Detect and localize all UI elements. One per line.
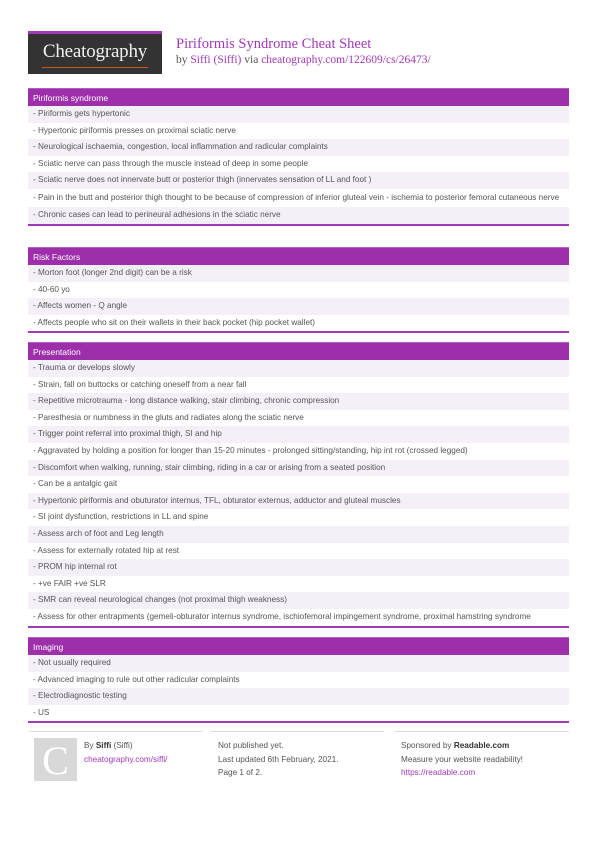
list-item: - Advanced imaging to rule out other radicular complaints [33, 674, 240, 684]
section-risk-factors [28, 247, 569, 333]
section-header: Piriformis syndrome [28, 88, 569, 106]
footer-author [84, 739, 167, 766]
sponsor-tagline: Measure your website readability! [401, 754, 523, 764]
list-item: - Neurological ischaemia, congestion, local inflammation and radicular complaints [28, 139, 569, 156]
list-item: - Hypertonic piriformis presses on proximal sciatic nerve [33, 125, 236, 135]
sponsor-name[interactable]: Readable.com [453, 741, 510, 750]
section-presentation [28, 342, 569, 628]
sponsor-prefix: Sponsored by [401, 741, 454, 750]
list-item: - Paresthesia or numbness in the gluts and radiates along the sciatic nerve [33, 412, 304, 422]
author-avatar[interactable]: C [34, 738, 77, 781]
list-item: - Aggravated by holding a position for longer than 15-20 minutes - prolonged sitting/standing, hip int rot (crossed legged) [33, 445, 468, 455]
list-item: - Repetitive microtrauma - long distance walking, stair climbing, chronic compression [28, 393, 569, 410]
list-item: - SI joint dysfunction, restrictions in LL and spine [33, 512, 209, 522]
list-item: - Chronic cases can lead to perineural adhesions in the sciatic nerve [28, 207, 569, 224]
list-item: - Can be a antalgic gait [33, 479, 118, 489]
list-item: - 40-60 yo [33, 284, 70, 294]
footer-sponsor [401, 739, 523, 780]
logo-underline [42, 67, 148, 68]
author-link[interactable]: Siffi (Siffi) [190, 54, 242, 66]
footer-author-line [84, 739, 167, 753]
published-status: Not published yet. [218, 741, 284, 750]
page-title[interactable]: Piriformis Syndrome Cheat Sheet [176, 36, 372, 52]
list-item: - SMR can reveal neurological changes (not proximal thigh weakness) [28, 592, 569, 609]
cheatography-logo[interactable] [28, 31, 162, 74]
list-item: - Trauma or develops slowly [28, 360, 569, 377]
logo-text: Cheatography [42, 41, 148, 62]
footer-divider [395, 731, 569, 732]
list-item: - +ve FAIR +ve SLR [33, 578, 106, 588]
section-header: Risk Factors [28, 247, 569, 265]
list-item: - Strain, fall on buttocks or catching oneself from a near fall [33, 379, 247, 389]
list-item: - Assess for other entrapments (gemeli-obturator internus syndrome, ischiofemoral impingement syndrome, proximal hamstring syndrome [33, 611, 531, 621]
list-item: - US [33, 707, 50, 717]
section-header: Imaging [28, 637, 569, 655]
list-item: - Assess arch of foot and Leg length [28, 526, 569, 543]
via-text: via [241, 54, 262, 66]
footer-status [218, 739, 338, 780]
footer-by-prefix: By [84, 741, 96, 750]
list-item: - Morton foot (longer 2nd digit) can be a risk [28, 265, 569, 282]
footer-author-name[interactable]: Siffi [95, 741, 112, 750]
sponsor-url[interactable]: https://readable.com [401, 768, 476, 777]
footer-divider [210, 731, 384, 732]
list-item: - Sciatic nerve can pass through the muscle instead of deep in some people [33, 158, 308, 168]
sheet-url-link[interactable]: cheatography.com/122609/cs/26473/ [261, 54, 431, 66]
list-item: - Piriformis gets hypertonic [28, 106, 569, 123]
list-item: - Sciatic nerve does not innervate butt or posterior thigh (innervates sensation of LL and foot ) [28, 172, 569, 189]
page-count: Page 1 of 2. [218, 768, 263, 777]
list-item: - Discomfort when walking, running, stair climbing, riding in a car or arising from a seated position [28, 460, 569, 477]
list-item: - Affects women - Q angle [28, 298, 569, 315]
by-prefix: by [176, 54, 191, 66]
list-item: - PROM hip internal rot [28, 559, 569, 576]
sponsor-line [401, 739, 523, 753]
list-item: - Trigger point referral into proximal thigh, SI and hip [28, 426, 569, 443]
section-piriformis-syndrome [28, 88, 569, 226]
list-item: - Assess for externally rotated hip at rest [33, 545, 180, 555]
footer-divider [28, 731, 202, 732]
list-item: - Affects people who sit on their wallets in their back pocket (hip pocket wallet) [33, 317, 316, 327]
last-updated: Last updated 6th February, 2021. [218, 754, 339, 764]
list-item: - Hypertonic piriformis and obuturator internus, TFL, obturator externus, adductor and gluteal muscles [28, 493, 569, 510]
title-block [176, 36, 431, 68]
list-item: - Electrodiagnostic testing [28, 688, 569, 705]
section-header: Presentation [28, 342, 569, 360]
footer-author-url[interactable]: cheatography.com/siffi/ [84, 754, 168, 764]
footer-author-paren: (Siffi) [111, 741, 133, 750]
list-item: - Not usually required [28, 655, 569, 672]
list-item: - Pain in the butt and posterior thigh thought to be because of compression of inferior gluteal vein - ischemia to posterior femoral cutaneous nerve [33, 192, 560, 202]
byline [176, 53, 431, 68]
section-imaging [28, 637, 569, 723]
